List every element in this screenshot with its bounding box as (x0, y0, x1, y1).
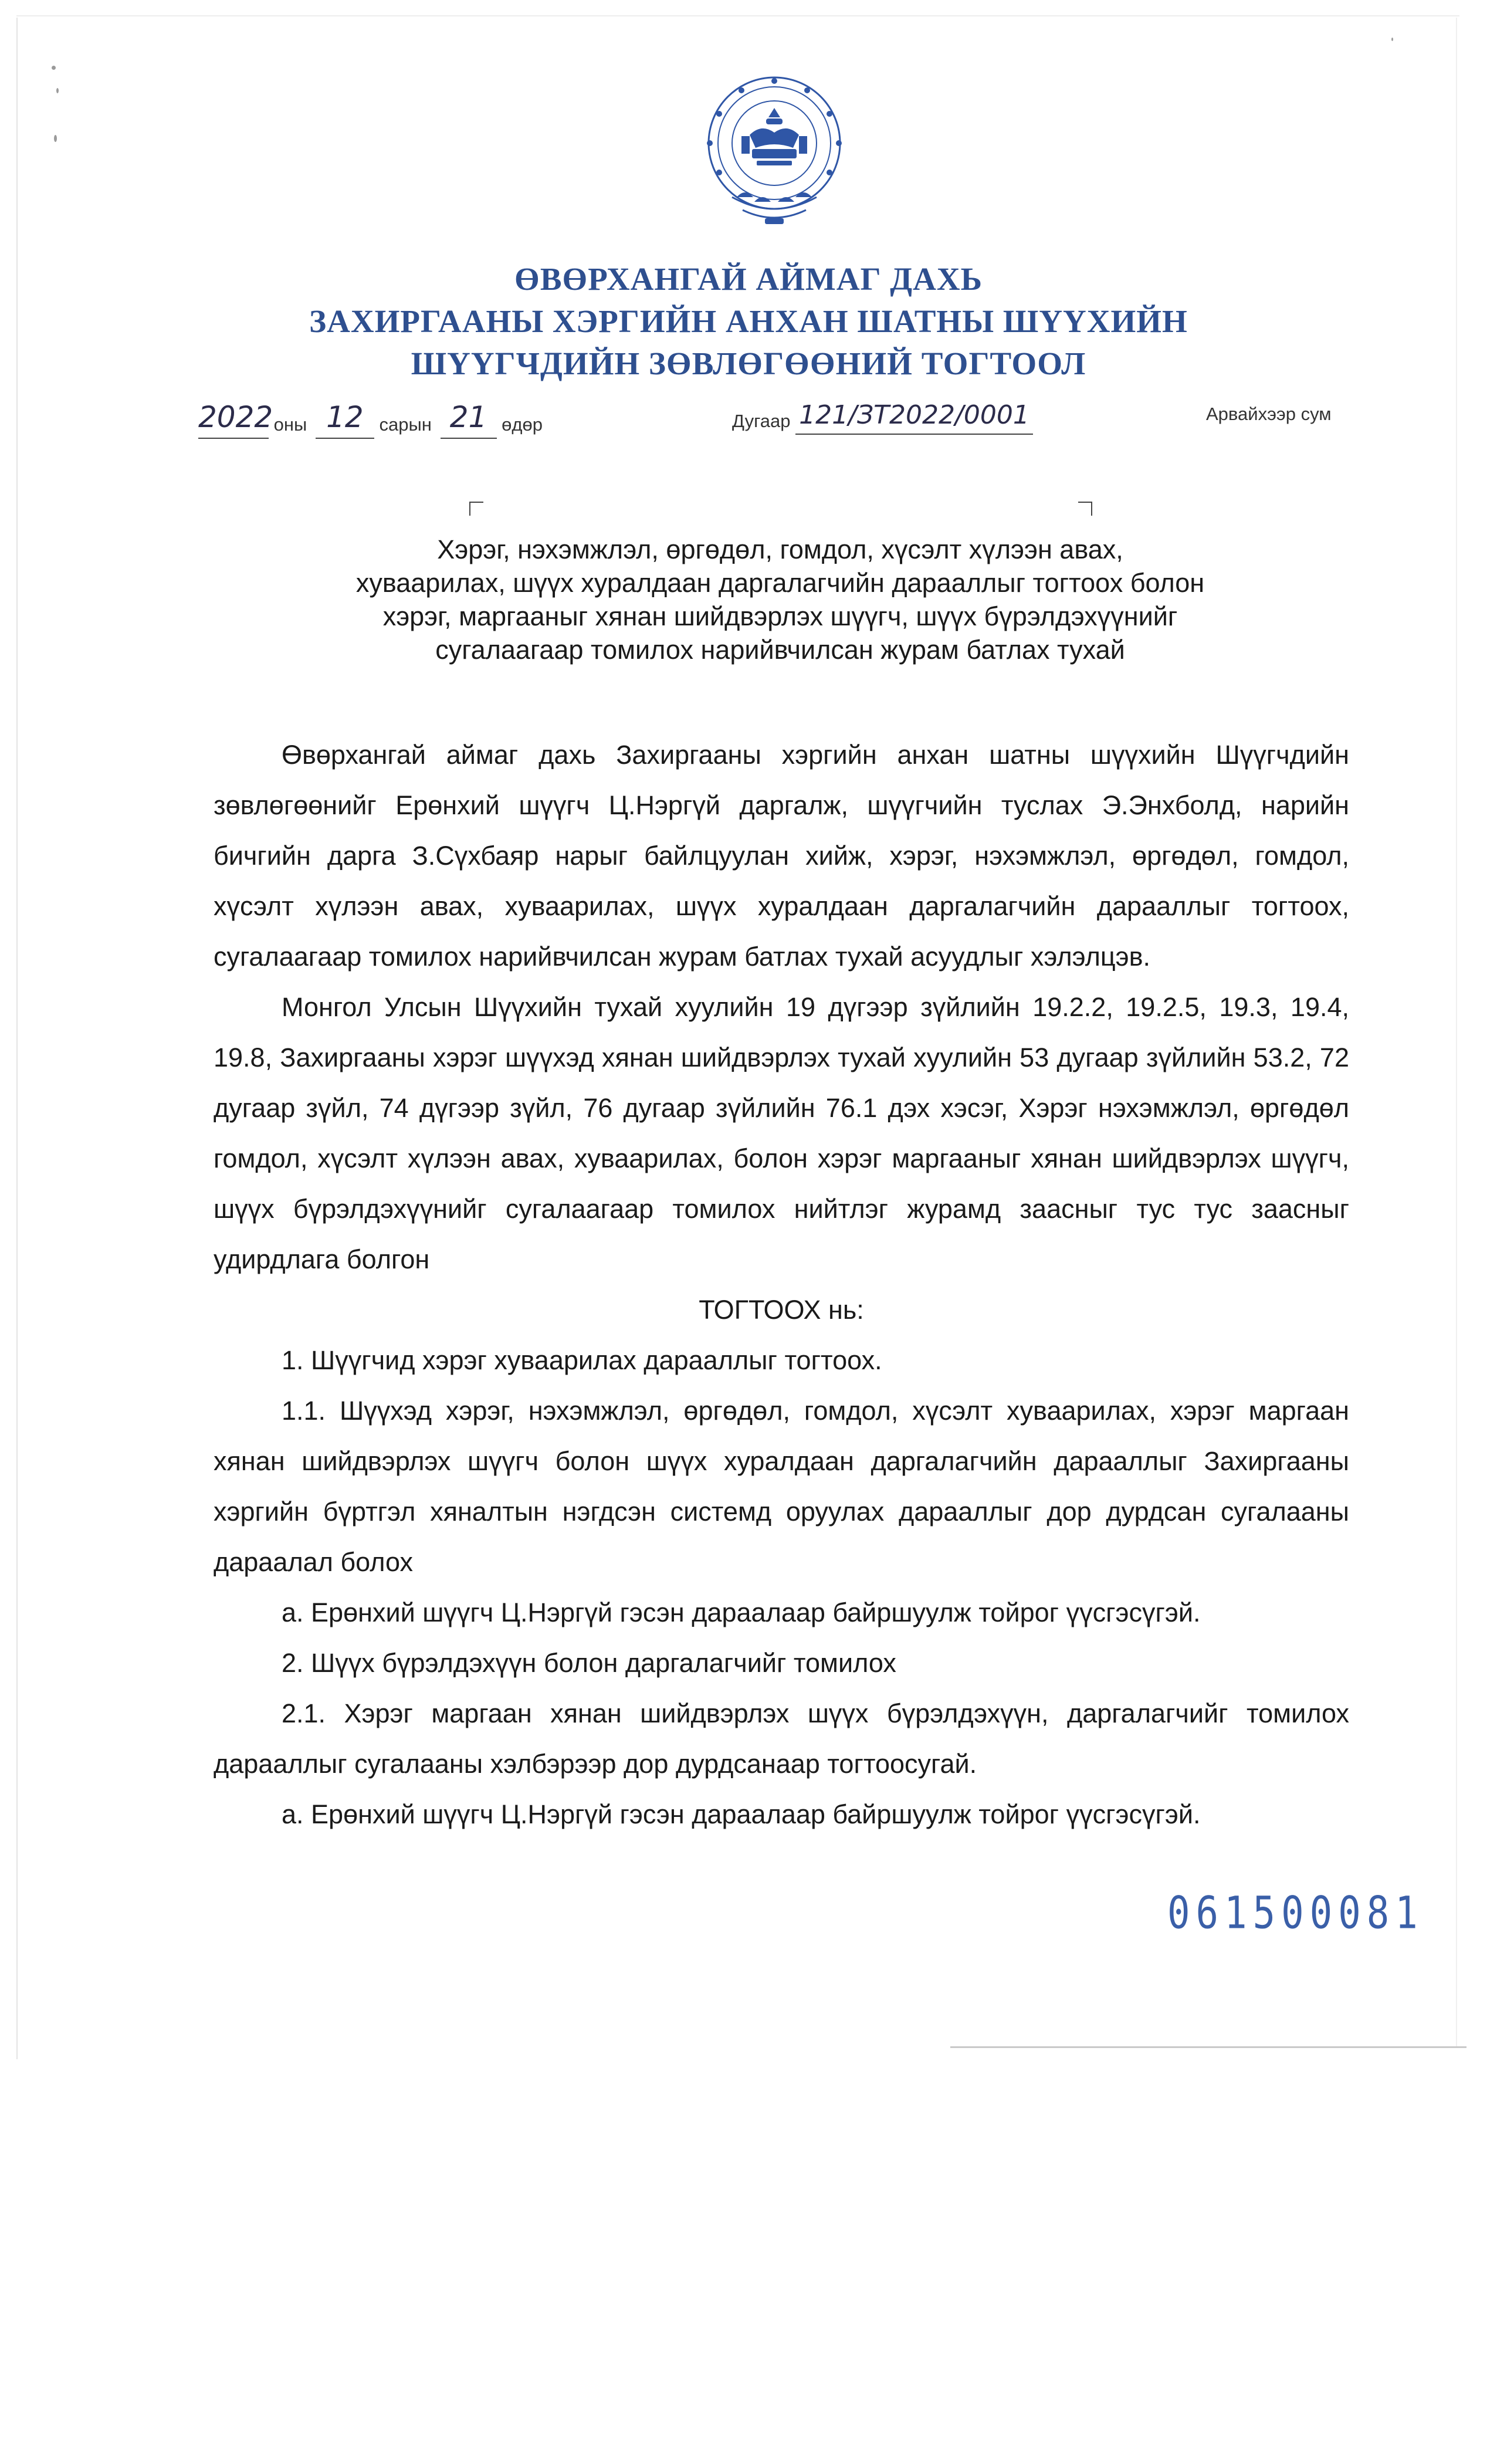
subject-bracket-left (469, 502, 483, 516)
subject-block (276, 533, 1285, 666)
subject-line: сугалаагаар томилох нарийвчилсан журам батлах тухай (435, 635, 1125, 665)
paragraph-legal-basis: Монгол Улсын Шүүхийн тухай хуулийн 19 дүгээр зүйлийн 19.2.2, 19.2.5, 19.3, 19.4, 19.8, Захиргааны хэрэг шүүхэд хянан шийдвэрлэх тухай хуулийн 53 дугаар зүйлийн 53.2, 72 дугаар зүйл, 74 дүгээр зүйл, 76 дугаар зүйлийн 76.1 дэх хэсэг, Хэрэг нэхэмжлэл, өргөдөл гомдол, хүсэлт хүлээн авах, хуваарилах, болон хэрэг маргааныг хянан шийдвэрлэх шүүгч, шүүх бүрэлдэхүүнийг сугалаагаар томилох нийтлэг журамд заасныг тус тус заасныг удирдлага болгон (214, 992, 1349, 1274)
scan-speck (56, 88, 59, 93)
header-line: ШҮҮГЧДИЙН ЗӨВЛӨГӨӨНИЙ ТОГТООЛ (411, 346, 1086, 381)
subject-bracket-right (1078, 502, 1092, 516)
scan-edge-top (16, 15, 1459, 16)
item-1-1: 1.1. Шүүхэд хэрэг, нэхэмжлэл, өргөдөл, гомдол, хүсэлт хуваарилах, хэрэг маргаан хянан шийдвэрлэх шүүгч болон шүүх хуралдаан даргалагчийн дарааллыг Захиргааны хэргийн бүртгэл хяналтын нэгдсэн системд оруулах дарааллыг дор дурдсан сугалааны дараалал болох (214, 1396, 1349, 1577)
day-handwritten: 21 (449, 400, 487, 434)
subject-line: хуваарилах, шүүх хуралдаан даргалагчийн дарааллыг тогтоох болон (355, 568, 1205, 598)
date-field (198, 400, 543, 439)
scan-edge-bottom (950, 2046, 1466, 2048)
item-1-1-a: а. Ерөнхий шүүгч Ц.Нэргүй гэсэн дараалаар байршуулж тойрог үүсгэсүгэй. (282, 1597, 1201, 1627)
place-text: Арвайхээр сум (1206, 404, 1332, 424)
month-suffix: сарын (379, 414, 432, 435)
item-2-1: 2.1. Хэрэг маргаан хянан шийдвэрлэх шүүх бүрэлдэхүүн, даргалагчийг томилох дарааллыг сугалааны хэлбэрээр дор дурдсанаар тогтоосугай. (214, 1698, 1349, 1779)
court-header (0, 258, 1497, 385)
year-handwritten: 2022 (198, 400, 273, 434)
item-2: 2. Шүүх бүрэлдэхүүн болон даргалагчийг томилох (282, 1648, 896, 1678)
header-line: ӨВӨРХАНГАЙ АЙМАГ ДАХЬ (514, 261, 983, 297)
number-handwritten: 121/ЗТ2022/0001 (799, 400, 1029, 430)
place-field (1206, 404, 1332, 425)
state-emblem-icon (696, 72, 853, 235)
month-handwritten: 12 (326, 400, 364, 434)
year-suffix: оны (273, 414, 307, 435)
number-label: Дугаар (732, 411, 791, 431)
header-line: ЗАХИРГААНЫ ХЭРГИЙН АНХАН ШАТНЫ ШҮҮХИЙН (309, 303, 1188, 339)
scan-speck (52, 66, 56, 70)
scan-speck (54, 135, 57, 142)
item-2-1-a: а. Ерөнхий шүүгч Ц.Нэргүй гэсэн дараалаар байршуулж тойрог үүсгэсүгэй. (282, 1799, 1201, 1829)
decision-number-field (732, 400, 1033, 435)
day-suffix: өдөр (502, 414, 543, 435)
subject-line: хэрэг, маргааныг хянан шийдвэрлэх шүүгч, шүүх бүрэлдэхүүнийг (382, 601, 1178, 631)
resolve-heading: ТОГТООХ нь: (699, 1295, 864, 1325)
subject-line: Хэрэг, нэхэмжлэл, өргөдөл, гомдол, хүсэлт хүлээн авах, (437, 534, 1123, 564)
document-body (214, 730, 1349, 1840)
page-serial-stamp: 061500081 (1167, 1888, 1424, 1940)
paragraph-preamble: Өвөрхангай аймаг дахь Захиргааны хэргийн анхан шатны шүүхийн Шүүгчдийн зөвлөгөөнийг Ерөнхий шүүгч Ц.Нэргүй даргалж, шүүгчийн туслах Э.Энхболд, нарийн бичгийн дарга З.Сүхбаяр нарыг байлцуулан хийж, хэрэг, нэхэмжлэл, өргөдөл, гомдол, хүсэлт хүлээн авах, хуваарилах, шүүх хуралдаан даргалагчийн дарааллыг тогтоох, сугалаагаар томилох нарийвчилсан журам батлах тухай асуудлыг хэлэлцэв. (214, 740, 1349, 972)
scan-speck (1391, 38, 1393, 41)
item-1: 1. Шүүгчид хэрэг хуваарилах дарааллыг тогтоох. (282, 1345, 882, 1375)
